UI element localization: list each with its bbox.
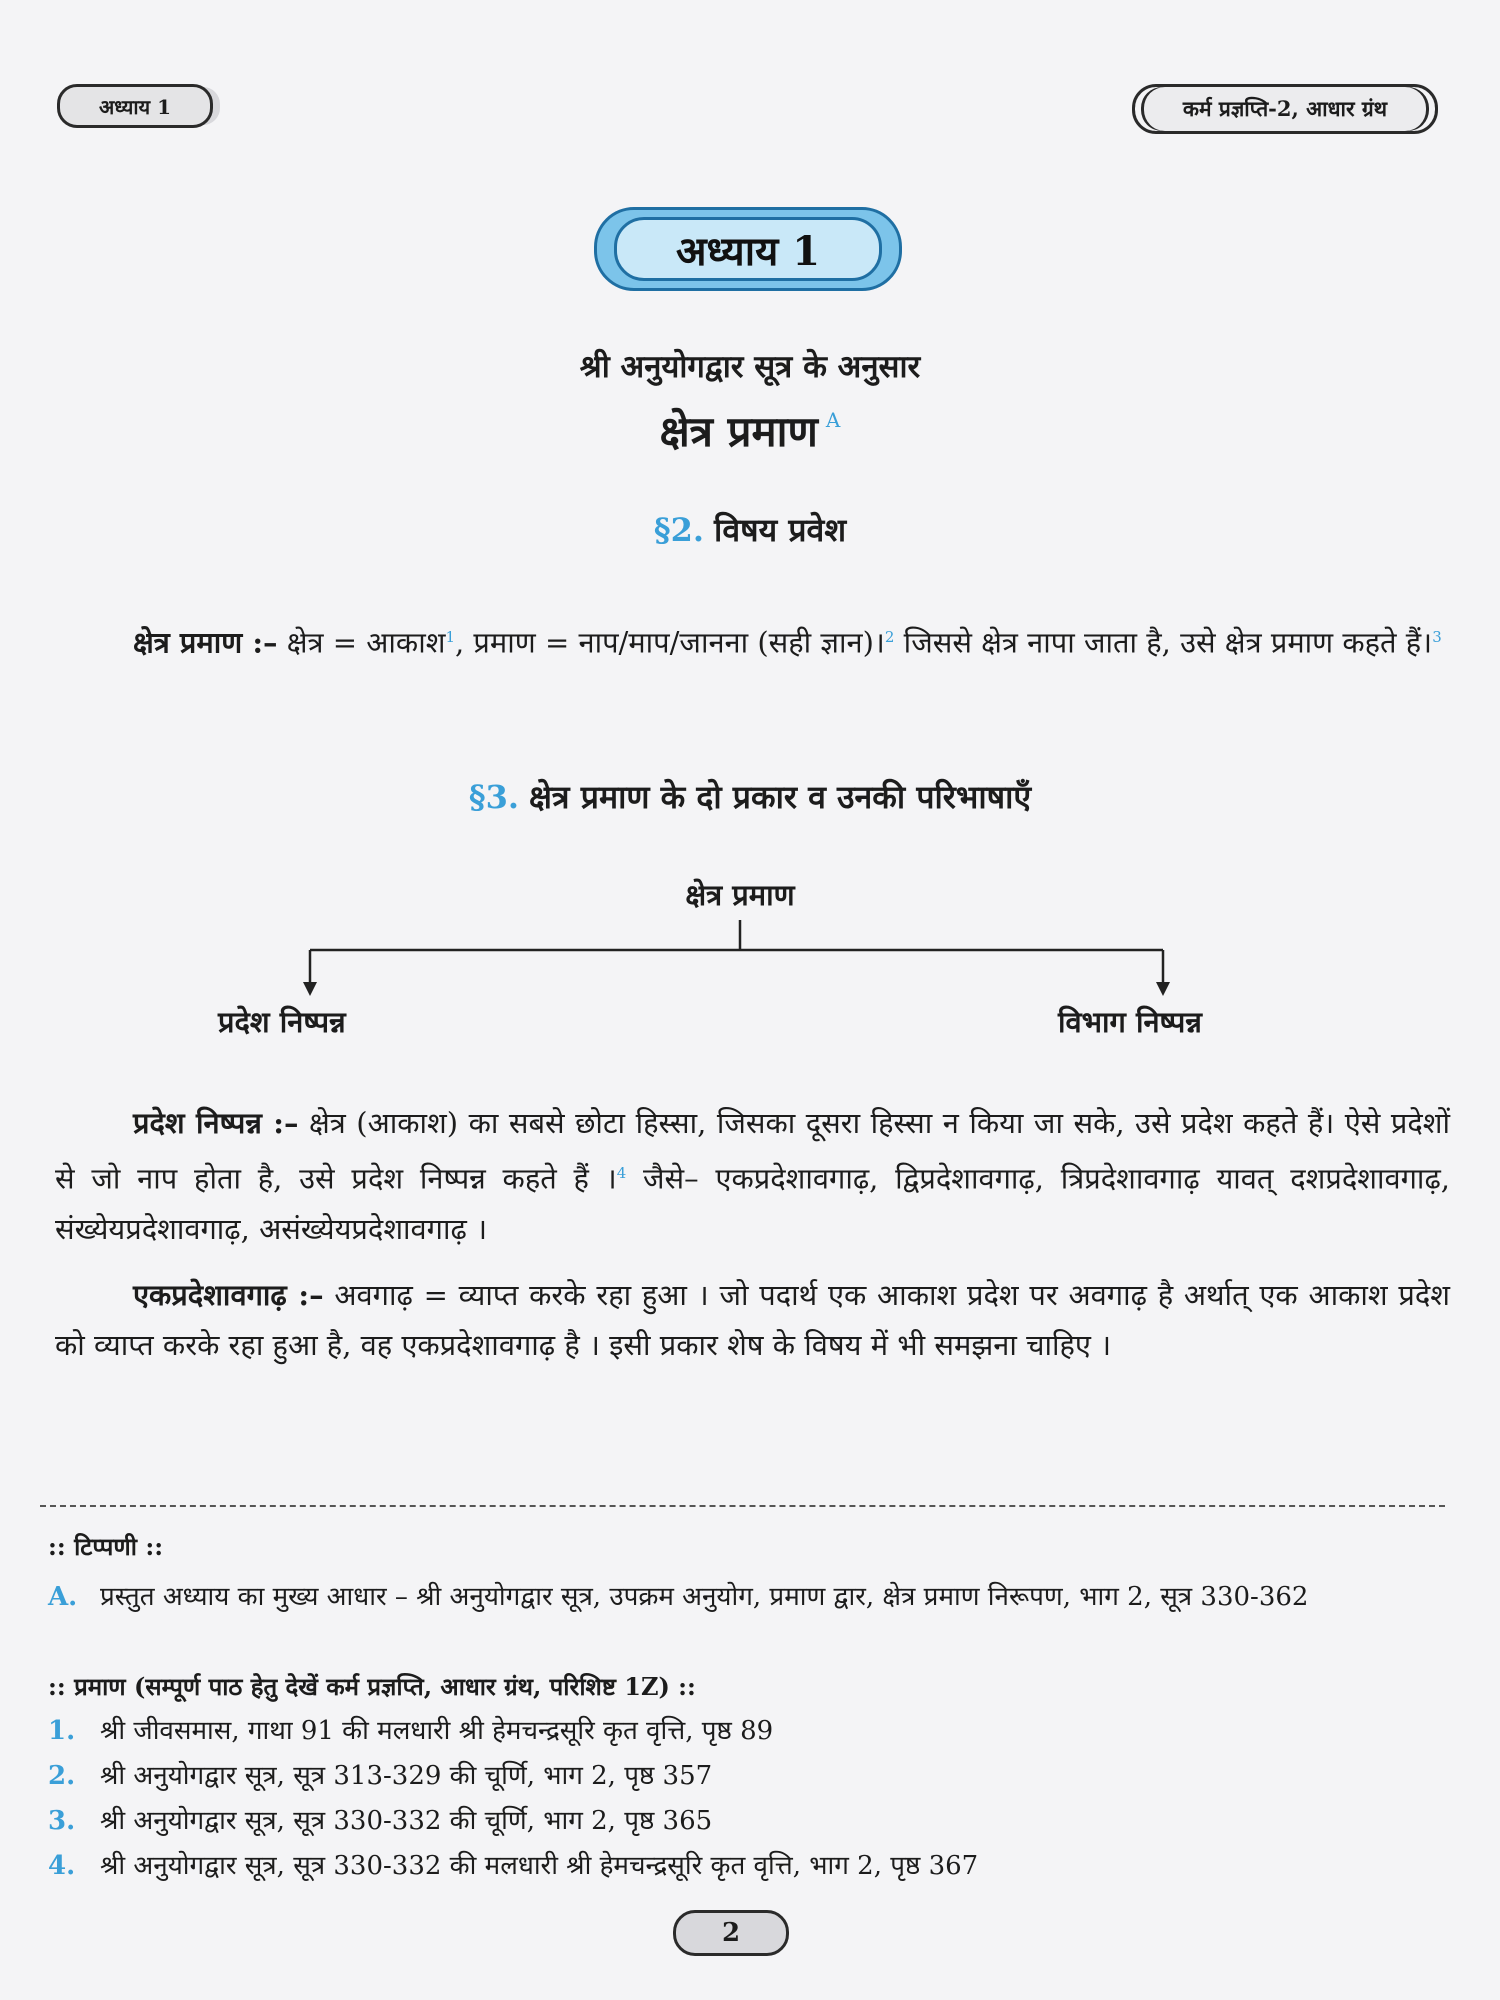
- term: प्रदेश निष्पन्न :–: [133, 1106, 299, 1140]
- note-row: 3. श्री अनुयोगद्वार सूत्र, सूत्र 330-332 की चूर्णि, भाग 2, पृष्ठ 365: [48, 1806, 713, 1836]
- page-number: 2: [673, 1910, 789, 1956]
- section-3-heading: §3. क्षेत्र प्रमाण के दो प्रकार व उनकी परिभाषाएँ: [468, 778, 1032, 816]
- title-ref: A: [825, 408, 841, 432]
- note-row: 4. श्री अनुयोगद्वार सूत्र, सूत्र 330-332 की मलधारी श्री हेमचन्द्रसूरि कृत वृत्ति, भाग 2, पृष्ठ 367: [48, 1851, 979, 1881]
- pramaan-heading: :: प्रमाण (सम्पूर्ण पाठ हेतु देखें कर्म प्रज्ञप्ति, आधार ग्रंथ, परिशिष्ट 1Z) ::: [48, 1672, 696, 1701]
- book-title-label: कर्म प्रज्ञप्ति-2, आधार ग्रंथ: [1182, 96, 1388, 121]
- note-row: 1. श्री जीवसमास, गाथा 91 की मलधारी श्री हेमचन्द्रसूरि कृत वृत्ति, पृष्ठ 89: [48, 1716, 774, 1746]
- chapter-tab-label: अध्याय 1: [98, 94, 172, 119]
- pradesh-paragraph: प्रदेश निष्पन्न :– क्षेत्र (आकाश) का सबसे छोटा हिस्सा, जिसका दूसरा हिस्सा न किया जा सके, उसे प्रदेश कहते हैं। ऐसे प्रदेशों से जो नाप होता है, उसे प्रदेश निष्पन्न कहते हैं ।$^4$ जैसे– एकप्रदेशावगाढ़, द्विप्रदेशावगाढ़, त्रिप्रदेशावगाढ़ यावत् दशप्रदेशावगाढ़, संख्येयप्रदेशावगाढ़, असंख्येयप्रदेशावगाढ़ ।: [55, 1106, 1450, 1246]
- tree-left-node: प्रदेश निष्पन्न: [218, 1005, 346, 1039]
- page-title: क्षेत्र प्रमाण $^A$: [659, 407, 841, 456]
- footnote-divider: [40, 1505, 1445, 1507]
- section-2-paragraph: क्षेत्र प्रमाण :– क्षेत्र = आकाश$^1$, प्रमाण = नाप/माप/जानना (सही ज्ञान)।$^2$ जिससे क्षेत्र नापा जाता है, उसे क्षेत्र प्रमाण कहते हैं।$^3$: [133, 625, 1442, 660]
- tree-root: क्षेत्र प्रमाण: [685, 878, 795, 912]
- ekapradesh-paragraph: एकप्रदेशावगाढ़ :– अवगाढ़ = व्याप्त करके रहा हुआ । जो पदार्थ एक आकाश प्रदेश पर अवगाढ़ है अर्थात् एक आकाश प्रदेश को व्याप्त करके रहा हुआ है, वह एकप्रदेशावगाढ़ है । इसी प्रकार शेष के विषय में भी समझना चाहिए ।: [55, 1278, 1451, 1362]
- note-row: 2. श्री अनुयोगद्वार सूत्र, सूत्र 313-329 की चूर्णि, भाग 2, पृष्ठ 357: [48, 1761, 713, 1791]
- section-2-heading: §2. विषय प्रवेश: [653, 511, 847, 549]
- tippani-heading: :: टिप्पणी ::: [48, 1532, 164, 1561]
- note-row: A. प्रस्तुत अध्याय का मुख्य आधार – श्री अनुयोगद्वार सूत्र, उपक्रम अनुयोग, प्रमाण द्वार, क्षेत्र प्रमाण निरूपण, भाग 2, सूत्र 330-362: [48, 1582, 1309, 1612]
- page-subtitle: श्री अनुयोगद्वार सूत्र के अनुसार: [579, 349, 921, 385]
- tree-right-node: विभाग निष्पन्न: [1058, 1005, 1202, 1039]
- term: एकप्रदेशावगाढ़ :–: [133, 1278, 324, 1312]
- chapter-title: अध्याय 1: [675, 227, 821, 275]
- term: क्षेत्र प्रमाण :–: [133, 625, 278, 660]
